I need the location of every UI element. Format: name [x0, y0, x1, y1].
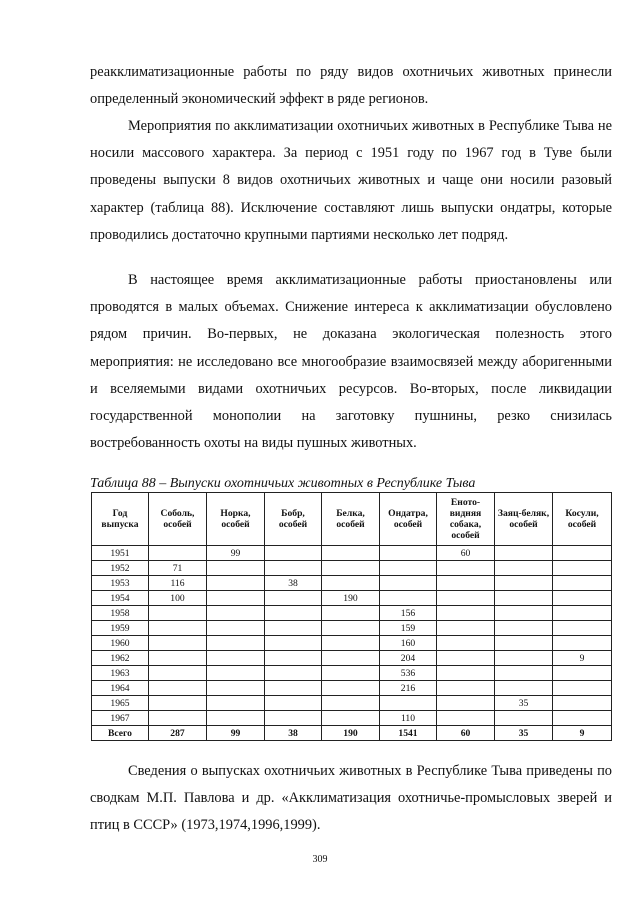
table-cell: 1952: [92, 561, 149, 576]
table-cell: 1964: [92, 681, 149, 696]
table-cell: [207, 696, 265, 711]
table-cell: 156: [380, 606, 437, 621]
table-cell: [207, 561, 265, 576]
table-cell: [207, 711, 265, 726]
table-cell: [207, 666, 265, 681]
table-cell: [149, 696, 207, 711]
table-cell: [322, 696, 380, 711]
table-cell: 110: [380, 711, 437, 726]
table-cell: [553, 681, 612, 696]
table-cell: [322, 666, 380, 681]
table-cell: [553, 666, 612, 681]
table-row: [92, 606, 612, 621]
table-cell: [495, 681, 553, 696]
total-cell: 99: [207, 726, 265, 741]
table-cell: [495, 636, 553, 651]
table-cell: [437, 696, 495, 711]
column-header: Норка, особей: [207, 493, 265, 546]
table-cell: [207, 606, 265, 621]
paragraph-intro: реакклиматизационные работы по ряду видов охотничьих животных принесли определенный экономический эффект в ряде регионов.: [90, 64, 612, 108]
table-cell: [207, 651, 265, 666]
table-cell: 99: [207, 546, 265, 561]
table-cell: 1963: [92, 666, 149, 681]
table-cell: [322, 711, 380, 726]
column-header: Соболь, особей: [149, 493, 207, 546]
column-header: Белка, особей: [322, 493, 380, 546]
table-cell: [437, 561, 495, 576]
table-cell: [265, 546, 322, 561]
table-cell: [495, 591, 553, 606]
table-cell: 536: [380, 666, 437, 681]
table-row: [92, 651, 612, 666]
table-cell: [322, 606, 380, 621]
table-row: [92, 546, 612, 561]
table-cell: [437, 606, 495, 621]
paragraph-current-state: В настоящее время акклиматизационные работы приостановлены или проводятся в малых объемах. Снижение интереса к акклиматизации обусловлено рядом причин. Во-первых, не доказана экологическая полезность этого мероприятия: не исследовано все многообразие взаимосвязей между аборигенными и вселяемыми видами охотничьих ресурсов. Во-вторых, после ликвидации государственной монополии на заготовку пушнины, резко снизилась востребованность охоты на виды пушных животных.: [90, 272, 612, 452]
table-cell: [322, 636, 380, 651]
table-cell: [437, 591, 495, 606]
table-cell: [553, 591, 612, 606]
table-cell: [495, 666, 553, 681]
table-row: [92, 561, 612, 576]
table-row: [92, 576, 612, 591]
table-row: [92, 591, 612, 606]
table-row: [92, 681, 612, 696]
table-cell: 116: [149, 576, 207, 591]
total-cell: 9: [553, 726, 612, 741]
table-cell: [149, 621, 207, 636]
column-header: Год выпуска: [92, 493, 149, 546]
table-cell: [437, 636, 495, 651]
table-cell: [265, 636, 322, 651]
total-cell: 60: [437, 726, 495, 741]
table-cell: 35: [495, 696, 553, 711]
table-cell: [207, 636, 265, 651]
total-cell: 190: [322, 726, 380, 741]
table-cell: 1951: [92, 546, 149, 561]
table-cell: [265, 711, 322, 726]
total-cell: 38: [265, 726, 322, 741]
table-row: [92, 636, 612, 651]
table-cell: [322, 561, 380, 576]
table-cell: 1958: [92, 606, 149, 621]
table-cell: [437, 681, 495, 696]
table-cell: [437, 576, 495, 591]
table-cell: [553, 576, 612, 591]
table-header-row: [92, 493, 612, 546]
table-row: [92, 666, 612, 681]
table-cell: [380, 591, 437, 606]
table-cell: [207, 576, 265, 591]
table-cell: 1959: [92, 621, 149, 636]
table-cell: [322, 576, 380, 591]
table-cell: [149, 681, 207, 696]
table-cell: [495, 711, 553, 726]
table-cell: [322, 681, 380, 696]
releases-table: [91, 492, 612, 741]
table-cell: [380, 696, 437, 711]
table-cell: 1967: [92, 711, 149, 726]
table-cell: [437, 651, 495, 666]
table-cell: 1965: [92, 696, 149, 711]
paragraph-acclimatization-history: Мероприятия по акклиматизации охотничьих животных в Республике Тыва не носили массового характера. За период с 1951 году по 1967 год в Туве были проведены выпуски 8 видов охотничьих животных и чаще они носили разовый характер (таблица 88). Исключение составляют лишь выпуски ондатры, которые проводились достаточно крупными партиями несколько лет подряд.: [90, 118, 612, 243]
table-row: [92, 621, 612, 636]
table-cell: [149, 651, 207, 666]
table-cell: 1954: [92, 591, 149, 606]
table-cell: 60: [437, 546, 495, 561]
table-cell: [553, 606, 612, 621]
table-cell: [380, 576, 437, 591]
table-cell: [380, 546, 437, 561]
table-cell: [149, 711, 207, 726]
table-cell: 216: [380, 681, 437, 696]
table-row: [92, 711, 612, 726]
table-cell: [265, 591, 322, 606]
paragraph-sources: Сведения о выпусках охотничьих животных в Республике Тыва приведены по сводкам М.П. Павлова и др. «Акклиматизация охотничье-промысловых зверей и птиц в СССР» (1973,1974,1996,1999).: [90, 763, 612, 834]
table-cell: [322, 621, 380, 636]
column-header: Косули, особей: [553, 493, 612, 546]
column-header: Бобр, особей: [265, 493, 322, 546]
table-cell: [380, 561, 437, 576]
table-cell: 204: [380, 651, 437, 666]
total-cell: 1541: [380, 726, 437, 741]
table-cell: [495, 651, 553, 666]
table-cell: 100: [149, 591, 207, 606]
table-cell: [149, 666, 207, 681]
column-header: Заяц-беляк, особей: [495, 493, 553, 546]
table-cell: [207, 681, 265, 696]
table-cell: [265, 651, 322, 666]
table-cell: [265, 696, 322, 711]
table-cell: [495, 621, 553, 636]
table-cell: [265, 621, 322, 636]
table-cell: 9: [553, 651, 612, 666]
table-cell: [495, 576, 553, 591]
table-cell: [553, 696, 612, 711]
table-cell: [207, 621, 265, 636]
table-caption: Таблица 88 – Выпуски охотничьих животных в Республике Тыва: [90, 476, 476, 491]
table-cell: [553, 711, 612, 726]
table-cell: [495, 606, 553, 621]
table-cell: [495, 561, 553, 576]
table-cell: 38: [265, 576, 322, 591]
column-header: Еното-видняя собака, особей: [437, 493, 495, 546]
table-cell: 71: [149, 561, 207, 576]
table-cell: [437, 666, 495, 681]
table-cell: [207, 591, 265, 606]
page-number: 309: [312, 854, 328, 865]
table-cell: [149, 546, 207, 561]
table-cell: [322, 651, 380, 666]
table-cell: [553, 546, 612, 561]
table-cell: [495, 546, 553, 561]
table-cell: 190: [322, 591, 380, 606]
total-cell: 35: [495, 726, 553, 741]
table-cell: 1962: [92, 651, 149, 666]
total-cell: 287: [149, 726, 207, 741]
table-cell: [553, 621, 612, 636]
table-cell: 160: [380, 636, 437, 651]
table-cell: [265, 681, 322, 696]
table-cell: [149, 636, 207, 651]
table-cell: [322, 546, 380, 561]
table-total-row: [92, 726, 612, 741]
table-cell: [265, 561, 322, 576]
table-cell: [437, 711, 495, 726]
table-cell: 1953: [92, 576, 149, 591]
table-cell: [149, 606, 207, 621]
table-cell: [553, 636, 612, 651]
table-cell: [553, 561, 612, 576]
table-cell: [265, 666, 322, 681]
table-cell: [265, 606, 322, 621]
table-cell: [437, 621, 495, 636]
table-row: [92, 696, 612, 711]
table-cell: 1960: [92, 636, 149, 651]
column-header: Ондатра, особей: [380, 493, 437, 546]
total-cell: Всего: [92, 726, 149, 741]
table-cell: 159: [380, 621, 437, 636]
